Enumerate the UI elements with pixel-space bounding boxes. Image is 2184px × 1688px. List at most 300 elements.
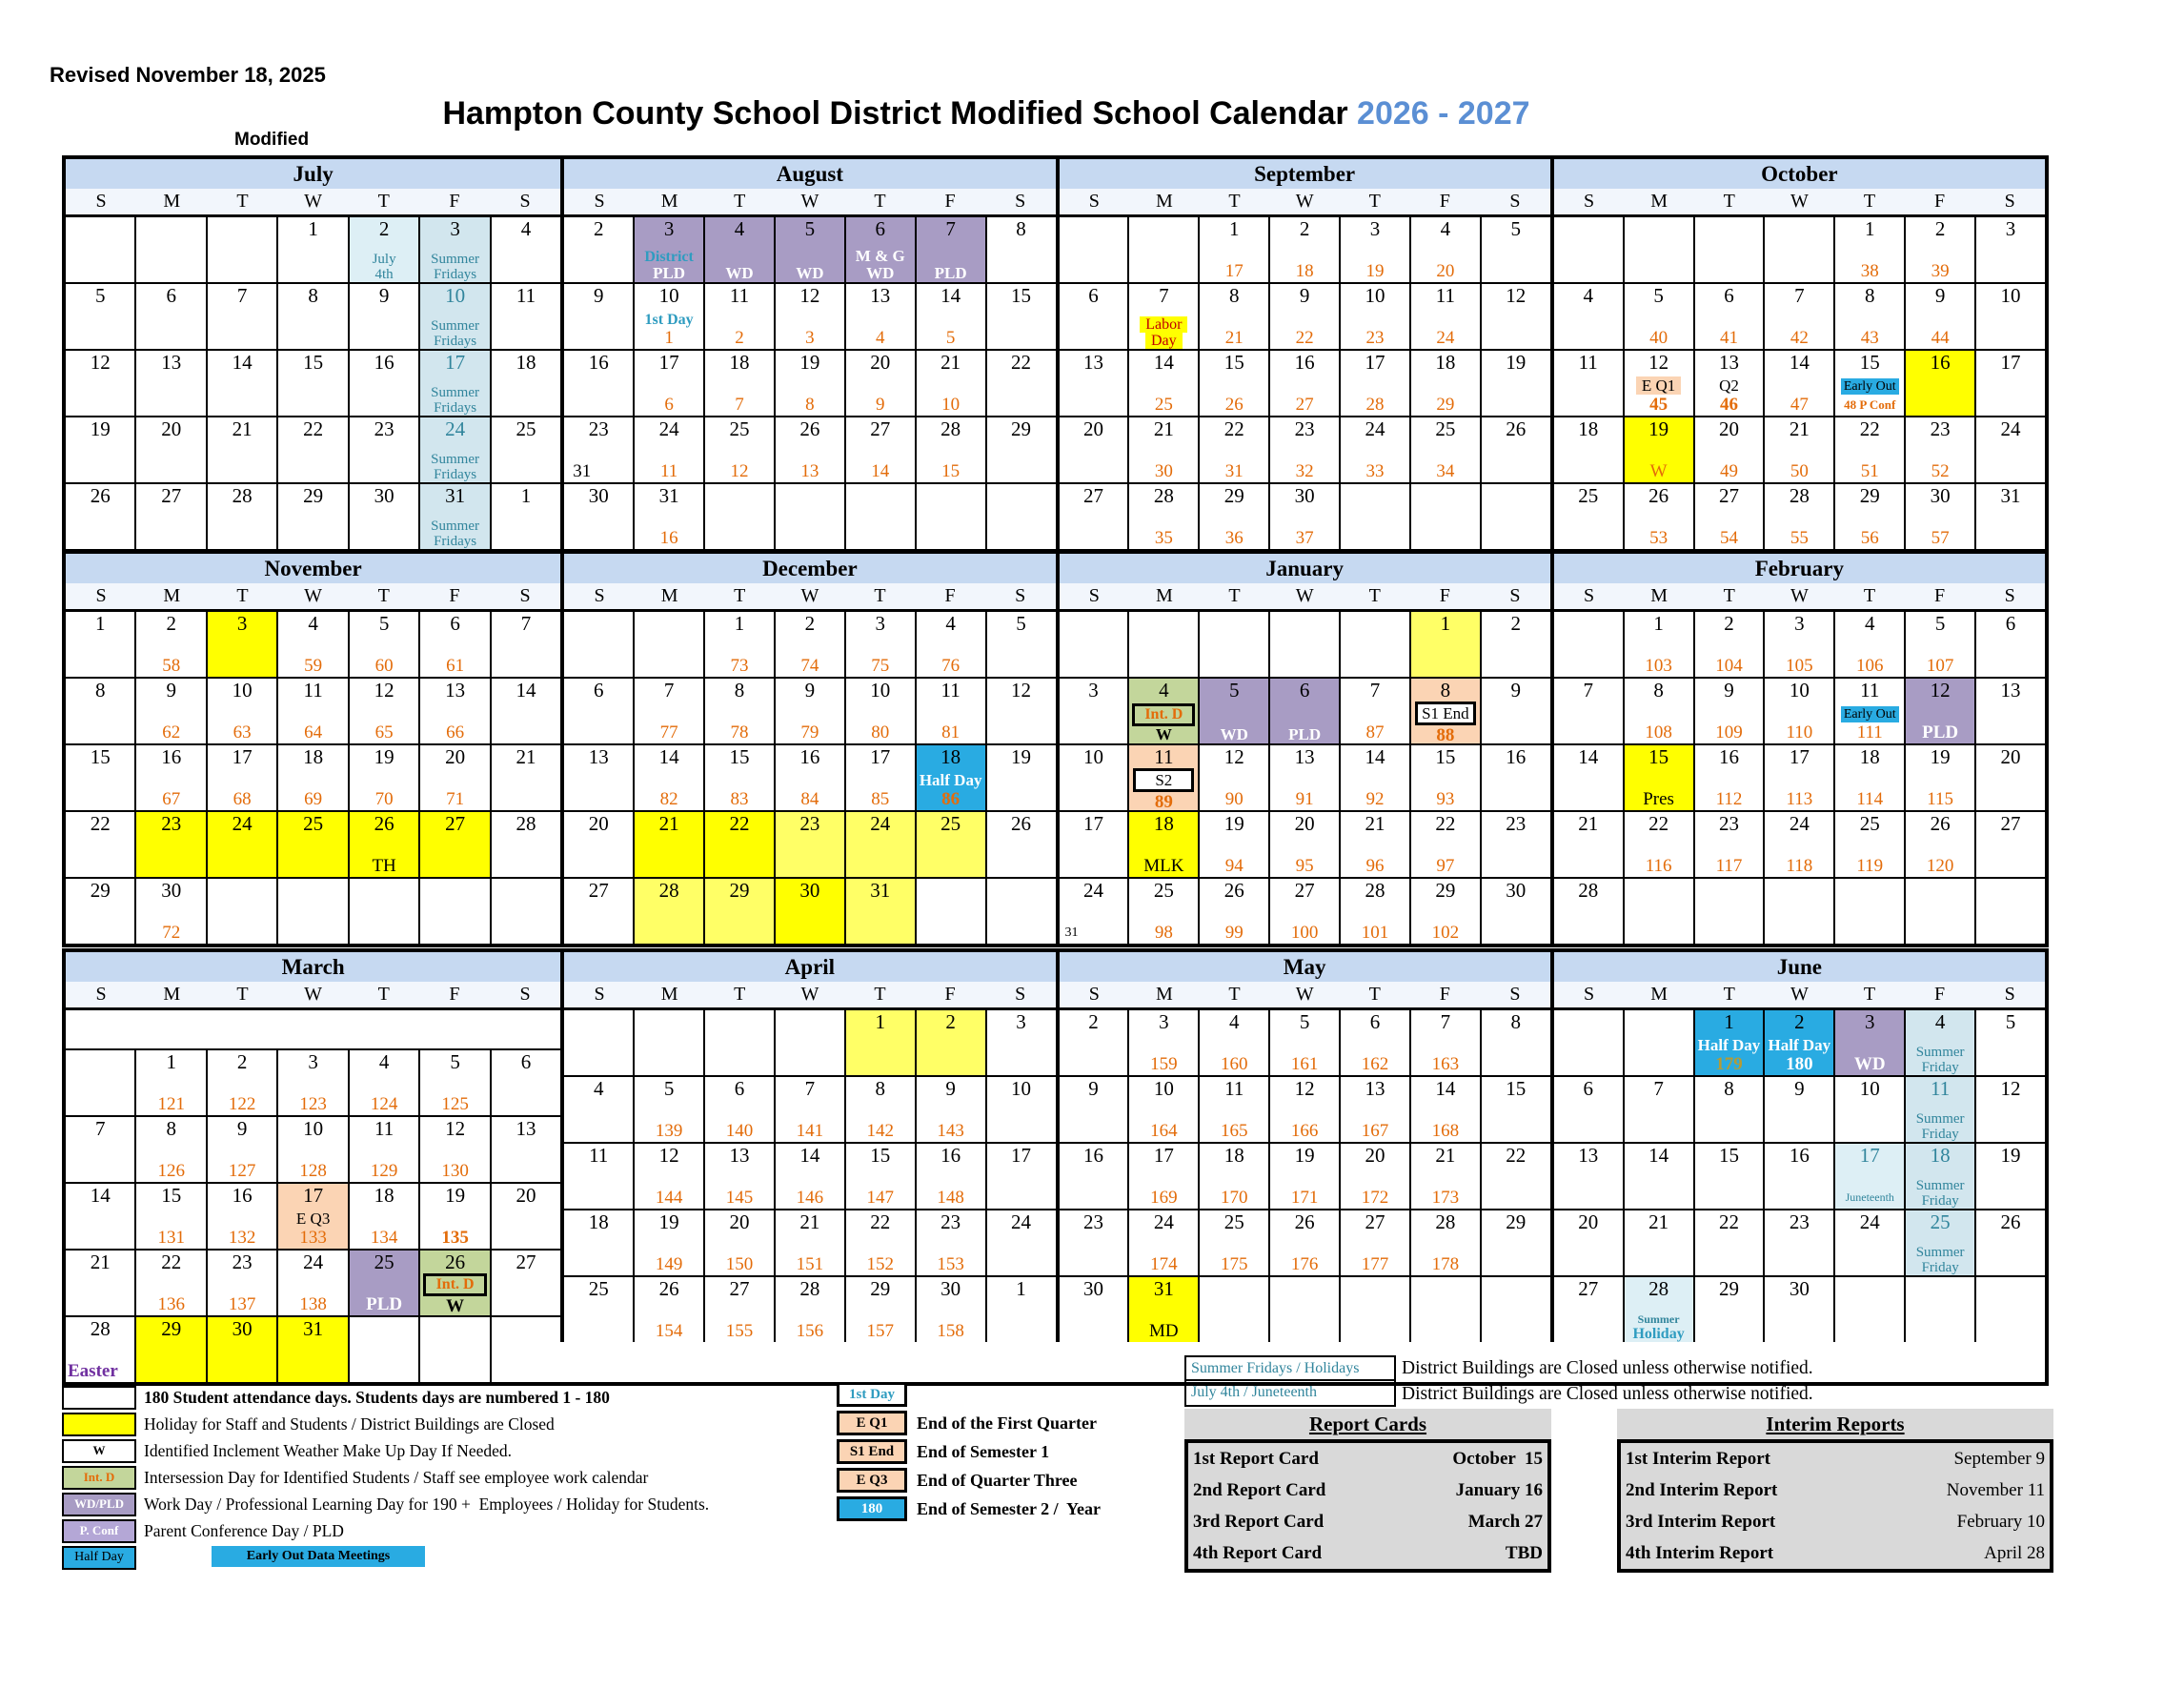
day-cell	[1693, 1277, 1764, 1342]
day-number: 14	[516, 679, 536, 702]
day-cell-labels	[136, 835, 205, 877]
day-cell	[1904, 417, 1974, 482]
calendar-band-2	[62, 550, 2049, 947]
day-cell	[1060, 1210, 1128, 1275]
day-cell	[490, 879, 560, 944]
day-cell	[1339, 217, 1409, 282]
legend-middle	[837, 1382, 1101, 1525]
day-number: 11	[1435, 284, 1456, 307]
day-cell-labels	[136, 1207, 205, 1228]
modified-label: Modified	[234, 130, 310, 150]
day-cell	[1268, 812, 1339, 877]
month-may	[1056, 952, 1550, 1342]
student-day-number: 64	[304, 722, 323, 742]
day-cell-labels	[208, 507, 276, 549]
page-title	[0, 95, 1972, 132]
student-day-number: 17	[1224, 261, 1244, 281]
day-number: 8	[1653, 679, 1664, 702]
day-cell-labels	[1906, 1233, 1974, 1275]
day-cell-labels	[420, 879, 489, 944]
day-cell-labels	[1835, 1100, 1904, 1142]
day-number: 16	[940, 1144, 961, 1167]
day-of-week-label: S	[1509, 191, 1521, 212]
day-cell	[1409, 1010, 1480, 1075]
day-cell	[1623, 217, 1693, 282]
day-cell	[703, 879, 774, 944]
day-cell	[134, 1184, 205, 1249]
day-cell	[1339, 1277, 1409, 1342]
day-cell-labels	[1765, 217, 1833, 282]
day-cell-labels	[1554, 1233, 1623, 1275]
day-cell-labels	[705, 307, 774, 328]
day-number: 19	[658, 1210, 679, 1233]
table-row-label: 1st Interim Report	[1626, 1449, 1770, 1469]
day-cell-labels	[1976, 879, 2045, 944]
day-cell-labels	[208, 1140, 276, 1161]
day-number: 13	[588, 745, 609, 768]
day-cell-labels	[350, 835, 418, 856]
day-of-week-label: S	[2004, 585, 2015, 606]
day-label: Early Out	[1841, 706, 1899, 722]
day-number: 27	[516, 1251, 536, 1273]
day-number: 13	[1578, 1144, 1599, 1167]
day-cell-labels	[776, 768, 844, 789]
legend-chip: Half Day	[62, 1546, 136, 1570]
day-cell-labels	[1060, 1100, 1128, 1142]
day-cell-labels	[278, 635, 347, 656]
day-cell	[1060, 417, 1128, 482]
day-number: 28	[940, 417, 961, 440]
day-number: 2	[1510, 612, 1522, 635]
day-cell-labels	[208, 307, 276, 349]
day-number: 21	[1578, 812, 1599, 835]
day-number: 29	[161, 1317, 182, 1340]
day-cell-labels	[1554, 768, 1623, 810]
day-number: 8	[734, 679, 745, 702]
day-cell-labels	[350, 1273, 418, 1294]
day-cell-labels	[420, 240, 489, 282]
day-of-week-header	[1060, 982, 1550, 1010]
day-of-week-label: W	[1790, 984, 1809, 1005]
day-cell-labels	[1341, 1100, 1409, 1121]
day-label: Summer	[1915, 1111, 1965, 1127]
day-number: 27	[1365, 1210, 1385, 1233]
day-cell-labels	[136, 635, 205, 656]
day-cell-labels	[492, 1073, 560, 1115]
day-cell	[1623, 1144, 1693, 1209]
day-cell	[1623, 1077, 1693, 1142]
day-number: 11	[1224, 1077, 1244, 1100]
day-number: 21	[799, 1210, 820, 1233]
day-cell	[348, 417, 418, 482]
student-day-number: 79	[800, 722, 819, 742]
day-label: Summer	[431, 519, 479, 534]
day-cell-labels	[1129, 1100, 1198, 1121]
student-day-number: 90	[1224, 789, 1244, 809]
day-number: 16	[161, 745, 182, 768]
day-cell	[1127, 1144, 1198, 1209]
day-of-week-label: M	[1156, 984, 1173, 1005]
day-cell	[1974, 484, 2045, 549]
day-number: 5	[2005, 1010, 2016, 1033]
day-of-week-label: T	[377, 585, 390, 606]
student-day-number: 169	[1150, 1188, 1178, 1208]
day-label: Fridays	[434, 334, 477, 349]
month-january	[1056, 554, 1550, 944]
day-of-week-label: S	[519, 984, 531, 1005]
day-cell-labels	[987, 1033, 1056, 1075]
student-day-number: 26	[1224, 395, 1244, 415]
student-day-number: 133	[299, 1228, 327, 1248]
day-cell	[1127, 812, 1198, 877]
day-cell-labels	[917, 635, 985, 656]
day-cell-labels	[1625, 635, 1693, 656]
day-cell	[985, 1210, 1056, 1275]
day-number: 17	[303, 1184, 324, 1207]
day-cell-labels	[1129, 217, 1198, 282]
legend-chip: Summer Fridays / Holidays	[1184, 1355, 1396, 1381]
day-number: 11	[1931, 1077, 1951, 1100]
day-cell	[66, 679, 134, 743]
day-cell	[633, 679, 703, 743]
day-cell-labels	[1129, 612, 1198, 677]
day-cell-labels	[1060, 440, 1128, 482]
week-row	[66, 1249, 560, 1315]
day-cell-labels	[917, 768, 985, 789]
day-cell	[1480, 417, 1550, 482]
day-cell	[1833, 284, 1904, 349]
day-cell-labels	[1270, 1277, 1339, 1342]
day-cell	[774, 1144, 844, 1209]
day-of-week-label: S	[1015, 191, 1026, 212]
day-cell-labels	[987, 1100, 1056, 1142]
day-cell-labels	[208, 835, 276, 877]
day-cell-labels	[136, 1140, 205, 1161]
day-cell	[490, 1184, 560, 1249]
day-cell	[134, 1251, 205, 1315]
day-label: M & G	[855, 247, 905, 265]
day-cell	[134, 612, 205, 677]
day-cell	[1409, 1210, 1480, 1275]
day-cell	[134, 284, 205, 349]
day-cell	[774, 879, 844, 944]
day-cell	[348, 879, 418, 944]
day-cell-labels	[350, 1073, 418, 1094]
day-number: 29	[1859, 484, 1880, 507]
day-number: 31	[1153, 1277, 1174, 1300]
day-cell	[1904, 284, 1974, 349]
day-of-week-label: F	[944, 585, 956, 606]
day-number: 9	[945, 1077, 956, 1100]
day-label: Int. D	[1132, 703, 1195, 726]
day-cell-labels	[278, 1140, 347, 1161]
month-title: February	[1554, 554, 2045, 583]
day-number: 30	[588, 484, 609, 507]
student-day-number: 155	[725, 1321, 754, 1341]
week-row	[564, 810, 1055, 877]
day-number: 20	[2000, 745, 2021, 768]
day-cell	[1974, 1277, 2045, 1342]
day-number: 18	[729, 351, 750, 374]
day-cell	[774, 284, 844, 349]
day-of-week-label: F	[1934, 585, 1946, 606]
legend-row	[62, 1386, 709, 1410]
day-cell-labels	[1060, 507, 1128, 549]
day-number: 17	[232, 745, 253, 768]
day-number: 25	[940, 812, 961, 835]
student-day-number: 168	[1431, 1121, 1460, 1141]
day-cell	[134, 812, 205, 877]
day-cell-labels	[278, 879, 347, 944]
day-cell-labels	[1765, 768, 1833, 789]
day-cell	[1480, 679, 1550, 743]
legend-chip: 1st Day	[837, 1382, 907, 1407]
day-number: 17	[2000, 351, 2021, 374]
day-cell	[1693, 612, 1764, 677]
day-number: 7	[945, 217, 956, 240]
day-number: 23	[374, 417, 394, 440]
day-number: 5	[1299, 1010, 1310, 1033]
day-cell	[1833, 1077, 1904, 1142]
student-day-number: PLD	[1922, 722, 1959, 742]
student-day-number: 91	[1295, 789, 1314, 809]
day-cell-labels	[136, 902, 205, 923]
day-cell	[66, 1317, 134, 1382]
table-row-date: April 28	[1984, 1543, 2045, 1563]
day-cell	[564, 484, 633, 549]
day-cell	[774, 484, 844, 549]
student-day-number: 35	[1154, 528, 1173, 548]
week-row	[66, 416, 560, 482]
student-day-number: 174	[1150, 1254, 1178, 1274]
student-day-number: 134	[370, 1228, 398, 1248]
day-cell-labels	[846, 307, 915, 328]
legend-row	[837, 1468, 1101, 1493]
student-day-number: 145	[725, 1188, 754, 1208]
day-cell-labels	[1765, 635, 1833, 656]
day-number: 4	[1583, 284, 1593, 307]
student-day-number: 49	[1719, 461, 1738, 481]
day-cell-labels	[1129, 374, 1198, 395]
day-cell-labels	[350, 1140, 418, 1161]
day-number: 17	[870, 745, 891, 768]
day-cell-labels	[1976, 307, 2045, 349]
day-cell	[1763, 417, 1833, 482]
day-cell-labels	[1270, 612, 1339, 677]
month-february	[1550, 554, 2045, 944]
month-november	[66, 554, 560, 944]
day-cell-labels	[1906, 879, 1974, 944]
day-cell	[1904, 612, 1974, 677]
day-cell	[348, 217, 418, 282]
day-cell-labels	[987, 374, 1056, 416]
day-number: 7	[94, 1117, 106, 1140]
week-row	[1554, 677, 2045, 743]
day-cell-labels	[917, 835, 985, 877]
week-row	[66, 349, 560, 416]
table-row-date: March 27	[1467, 1512, 1543, 1532]
month-march	[66, 952, 560, 1382]
student-day-number: 22	[1295, 328, 1314, 348]
day-number: 15	[1011, 284, 1032, 307]
day-cell-labels	[420, 507, 489, 549]
student-day-number: 41	[1719, 328, 1738, 348]
day-of-week-label: T	[874, 984, 886, 1005]
day-cell	[1409, 217, 1480, 282]
day-of-week-label: W	[304, 984, 323, 1005]
day-number: 25	[588, 1277, 609, 1300]
day-number: 13	[445, 679, 466, 702]
day-number: 23	[161, 812, 182, 835]
student-day-number: 170	[1220, 1188, 1248, 1208]
student-day-number: 30	[1154, 461, 1173, 481]
week-row	[1554, 416, 2045, 482]
day-label: Half Day	[919, 771, 982, 789]
day-cell	[1833, 351, 1904, 416]
day-number: 9	[166, 679, 176, 702]
day-number: 28	[1435, 1210, 1456, 1233]
day-cell-labels	[1835, 240, 1904, 261]
day-cell	[1974, 284, 2045, 349]
day-label: Fridays	[434, 267, 477, 282]
day-cell-labels	[1200, 1100, 1268, 1121]
student-day-number: 28	[1365, 395, 1385, 415]
student-day-number: 126	[157, 1161, 185, 1181]
day-cell	[1833, 217, 1904, 282]
day-number: 6	[734, 1077, 745, 1100]
day-cell	[844, 417, 915, 482]
day-cell	[134, 745, 205, 810]
day-number: 29	[870, 1277, 891, 1300]
student-day-number: 113	[1786, 789, 1813, 809]
day-cell	[774, 745, 844, 810]
legend-chip: P. Conf	[62, 1519, 136, 1543]
day-number: 29	[1223, 484, 1244, 507]
day-cell-labels	[1482, 440, 1550, 482]
week-row	[1060, 482, 1550, 549]
student-day-number: 29	[1436, 395, 1455, 415]
day-number: 11	[303, 679, 323, 702]
day-cell	[1554, 612, 1623, 677]
day-cell	[1268, 1010, 1339, 1075]
week-row	[1060, 416, 1550, 482]
day-of-week-label: M	[163, 984, 181, 1005]
day-cell-labels	[1482, 374, 1550, 416]
student-day-number: 167	[1361, 1121, 1389, 1141]
day-of-week-label: T	[377, 191, 390, 212]
week-row	[66, 743, 560, 810]
day-cell	[774, 417, 844, 482]
day-cell-labels	[1765, 440, 1833, 461]
day-cell-labels	[492, 240, 560, 282]
day-number: 4	[1159, 679, 1169, 702]
month-title: September	[1060, 159, 1550, 189]
day-cell	[1198, 745, 1268, 810]
day-number: 19	[1011, 745, 1032, 768]
day-number: 24	[445, 417, 466, 440]
student-day-number: 21	[1224, 328, 1244, 348]
day-number: 15	[729, 745, 750, 768]
day-number: 8	[1510, 1010, 1522, 1033]
day-cell-labels	[705, 902, 774, 944]
day-cell	[206, 879, 276, 944]
day-number: 13	[870, 284, 891, 307]
day-cell	[774, 351, 844, 416]
day-cell	[1763, 679, 1833, 743]
day-cell-labels	[1976, 1167, 2045, 1209]
day-of-week-label: M	[163, 191, 181, 212]
day-number: 1	[1440, 612, 1451, 635]
day-cell-labels	[1554, 1010, 1623, 1075]
day-cell-labels	[420, 1273, 489, 1296]
day-cell-labels	[1270, 507, 1339, 528]
day-number: 13	[2000, 679, 2021, 702]
student-day-number: 102	[1431, 923, 1460, 943]
day-cell	[418, 1317, 489, 1382]
day-cell	[703, 1210, 774, 1275]
day-cell-labels	[1482, 1100, 1550, 1142]
day-label: Holiday	[1632, 1326, 1685, 1342]
day-label: Friday	[1921, 1060, 1959, 1075]
student-day-number: 144	[655, 1188, 683, 1208]
day-cell	[564, 1010, 633, 1075]
day-of-week-label: W	[1790, 585, 1809, 606]
day-cell	[774, 679, 844, 743]
day-of-week-label: S	[1583, 191, 1595, 212]
legend-left	[62, 1386, 709, 1573]
day-label: Day	[1145, 333, 1183, 349]
table-row	[1188, 1537, 1547, 1569]
student-day-number: 129	[370, 1161, 398, 1181]
day-cell-labels	[564, 1167, 633, 1209]
day-number: 12	[2000, 1077, 2021, 1100]
day-cell	[844, 812, 915, 877]
day-cell-labels	[1270, 374, 1339, 395]
day-number: 20	[1578, 1210, 1599, 1233]
day-number: 19	[1223, 812, 1244, 835]
day-number: 18	[303, 745, 324, 768]
day-cell	[1480, 1144, 1550, 1209]
day-number: 29	[1011, 417, 1032, 440]
day-cell	[703, 484, 774, 549]
student-day-number: 154	[655, 1321, 683, 1341]
day-cell	[134, 1117, 205, 1182]
day-cell	[564, 879, 633, 944]
day-cell	[1763, 1077, 1833, 1142]
day-number: 6	[1299, 679, 1310, 702]
day-cell	[1198, 1077, 1268, 1142]
day-cell-labels	[1906, 374, 1974, 416]
day-cell	[1480, 612, 1550, 677]
week-row	[1554, 1209, 2045, 1275]
day-of-week-header	[1060, 189, 1550, 217]
day-cell	[1554, 1277, 1623, 1342]
day-cell	[1409, 484, 1480, 549]
day-cell-labels	[1835, 879, 1904, 944]
day-number: 8	[1440, 679, 1451, 702]
day-cell-labels	[564, 374, 633, 416]
day-cell	[490, 1317, 560, 1382]
day-cell	[418, 879, 489, 944]
day-cell	[1060, 612, 1128, 677]
day-number: 6	[1583, 1077, 1593, 1100]
day-cell-labels	[492, 835, 560, 877]
day-cell-labels	[1625, 307, 1693, 328]
day-cell	[1060, 745, 1128, 810]
legend-chip: E Q3	[837, 1468, 907, 1493]
day-cell-labels	[420, 440, 489, 482]
legend-row	[62, 1413, 709, 1436]
